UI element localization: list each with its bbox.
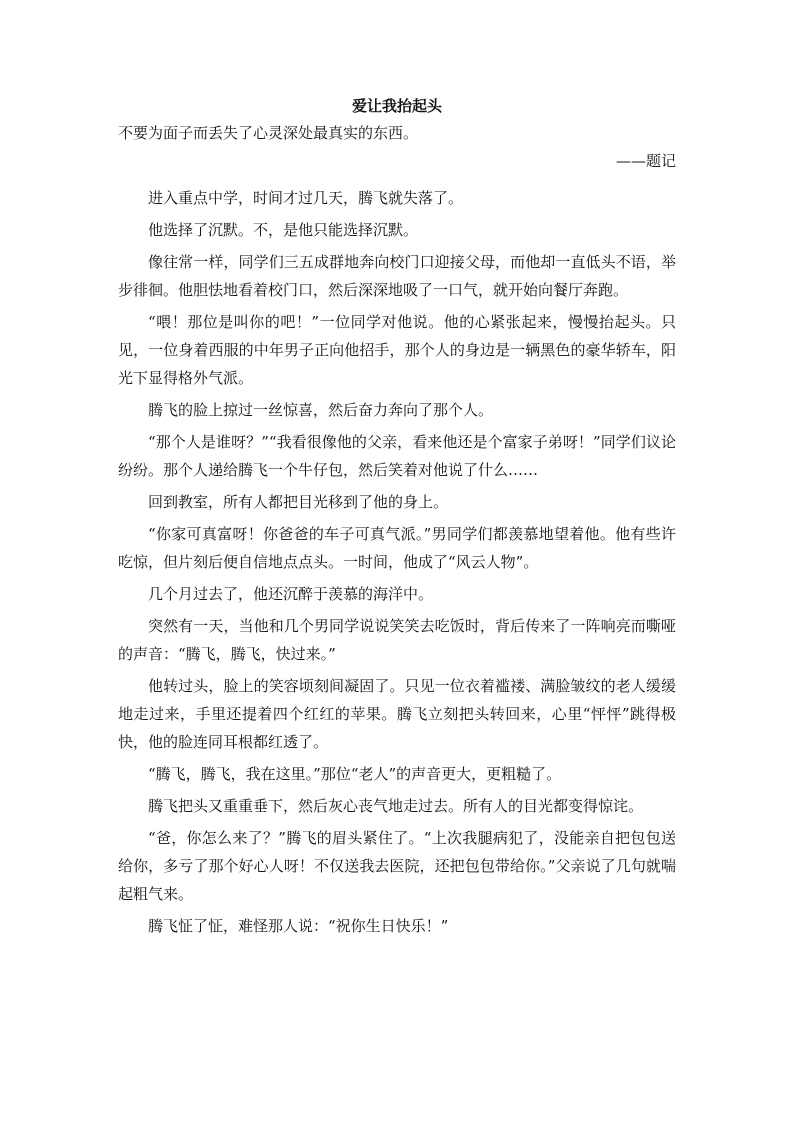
paragraph: 他转过头，脸上的笑容顷刻间凝固了。只见一位衣着褴褛、满脸皱纹的老人缓缓地走过来，手里还提着四个红红的苹果。腾飞立刻把头转回来，心里“怦怦”跳得极快，他的脸连同耳根都红透了。 <box>118 677 676 751</box>
paragraph: “那个人是谁呀？”“我看很像他的父亲，看来他还是个富家子弟呀！”同学们议论纷纷。那个人递给腾飞一个牛仔包，然后笑着对他说了什么…… <box>118 433 676 479</box>
paragraph: 进入重点中学，时间才过几天，腾飞就失落了。 <box>148 189 464 207</box>
paragraph: 他选择了沉默。不，是他只能选择沉默。 <box>148 221 419 239</box>
paragraph: 几个月过去了，他还沉醉于羡慕的海洋中。 <box>148 585 434 603</box>
paragraph: 腾飞的脸上掠过一丝惊喜，然后奋力奔向了那个人。 <box>148 401 494 419</box>
paragraph: 回到教室，所有人都把目光移到了他的身上。 <box>148 493 449 511</box>
paragraph: 突然有一天，当他和几个男同学说说笑笑去吃饭时，背后传来了一阵响亮而嘶哑的声音：“腾飞，腾飞，快过来。” <box>118 617 676 663</box>
epigraph-signature: ——题记 <box>615 152 676 170</box>
paragraph: “你家可真富呀！你爸爸的车子可真气派。”男同学们都羡慕地望着他。他有些许吃惊，但片刻后便自信地点点头。一时间，他成了“风云人物”。 <box>118 525 676 571</box>
document-body <box>118 96 676 944</box>
paragraph: “腾飞，腾飞，我在这里。”那位“老人”的声音更大，更粗糙了。 <box>148 765 562 783</box>
epigraph: 不要为面子而丢失了心灵深处最真实的东西。 <box>118 124 419 142</box>
document-title: 爱让我抬起头 <box>351 97 442 115</box>
paragraph: “喂！那位是叫你的吧！”一位同学对他说。他的心紧张起来，慢慢抬起头。只见，一位身着西服的中年男子正向他招手，那个人的身边是一辆黑色的豪华轿车，阳光下显得格外气派。 <box>118 313 676 387</box>
paragraph: “爸，你怎么来了？”腾飞的眉头紧住了。“上次我腿病犯了，没能亲自把包包送给你，多亏了那个好心人呀！不仅送我去医院，还把包包带给你。”父亲说了几句就喘起粗气来。 <box>118 829 676 903</box>
paragraph: 像往常一样，同学们三五成群地奔向校门口迎接父母，而他却一直低头不语，举步徘徊。他胆怯地看着校门口，然后深深地吸了一口气，就开始向餐厅奔跑。 <box>118 253 676 299</box>
paragraphs <box>118 184 676 940</box>
paragraph: 腾飞怔了怔，难怪那人说：“祝你生日快乐！” <box>148 917 449 935</box>
paragraph: 腾飞把头又重重垂下，然后灰心丧气地走过去。所有人的目光都变得惊诧。 <box>148 797 644 815</box>
